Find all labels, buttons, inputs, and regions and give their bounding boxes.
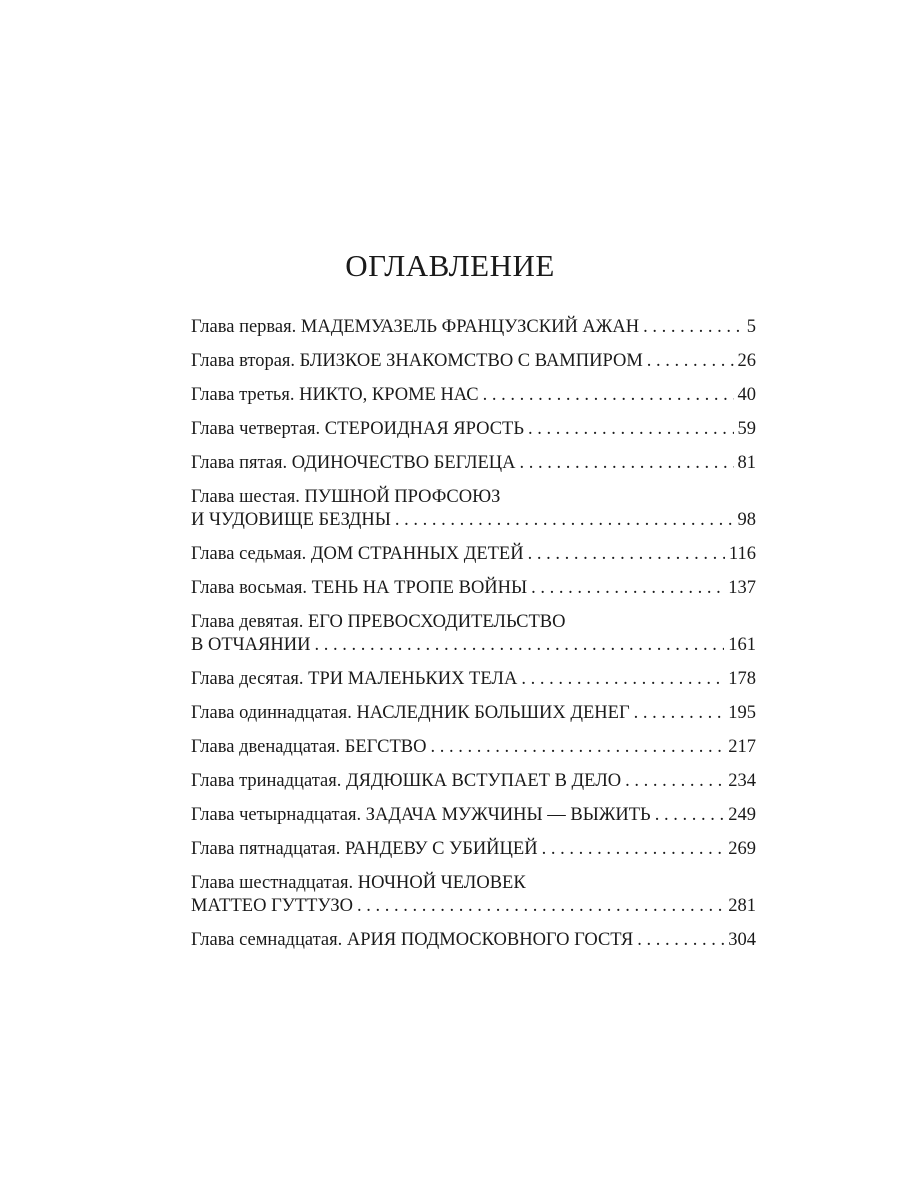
toc-entry-line (191, 872, 756, 895)
toc-entry[interactable] (191, 418, 756, 441)
toc-entry-line (191, 611, 756, 634)
page-number: 178 (728, 669, 756, 689)
table-of-contents (191, 316, 756, 963)
toc-entry[interactable] (191, 452, 756, 475)
toc-entry[interactable] (191, 702, 756, 725)
toc-entry-line (191, 770, 756, 793)
dot-leader (520, 452, 734, 475)
page-number: 161 (728, 635, 756, 655)
chapter-title: Глава четвертая. СТЕРОИДНАЯ ЯРОСТЬ (191, 419, 524, 439)
toc-entry-line (191, 929, 756, 952)
toc-entry-line (191, 838, 756, 861)
dot-leader (357, 895, 724, 918)
toc-entry-line (191, 350, 756, 373)
chapter-title: Глава семнадцатая. АРИЯ ПОДМОСКОВНОГО ГОСТЯ (191, 930, 634, 950)
dot-leader (395, 509, 734, 532)
toc-entry[interactable] (191, 543, 756, 566)
toc-entry-line (191, 509, 756, 532)
page-number: 137 (728, 578, 756, 598)
dot-leader (637, 929, 724, 952)
page-number: 59 (737, 419, 756, 439)
dot-leader (314, 634, 724, 657)
toc-entry-line (191, 418, 756, 441)
dot-leader (647, 350, 734, 373)
dot-leader (655, 804, 725, 827)
dot-leader (643, 316, 743, 339)
toc-entry[interactable] (191, 577, 756, 600)
chapter-title: И ЧУДОВИЩЕ БЕЗДНЫ (191, 510, 391, 530)
chapter-title: Глава седьмая. ДОМ СТРАННЫХ ДЕТЕЙ (191, 544, 524, 564)
page-number: 98 (737, 510, 756, 530)
toc-entry-line (191, 577, 756, 600)
page-number: 116 (728, 544, 756, 564)
toc-entry[interactable] (191, 350, 756, 373)
toc-entry[interactable] (191, 316, 756, 339)
dot-leader (528, 418, 734, 441)
chapter-title: Глава шестнадцатая. НОЧНОЙ ЧЕЛОВЕК (191, 873, 526, 893)
page-number: 81 (737, 453, 756, 473)
toc-entry-line (191, 804, 756, 827)
chapter-title: Глава четырнадцатая. ЗАДАЧА МУЖЧИНЫ — ВЫЖИТЬ (191, 805, 651, 825)
toc-entry-line (191, 543, 756, 566)
chapter-title: Глава двенадцатая. БЕГСТВО (191, 737, 427, 757)
chapter-title: МАТТЕО ГУТТУЗО (191, 896, 353, 916)
chapter-title: Глава одиннадцатая. НАСЛЕДНИК БОЛЬШИХ ДЕНЕГ (191, 703, 630, 723)
toc-entry[interactable] (191, 770, 756, 793)
page-number: 26 (737, 351, 756, 371)
toc-entry-line (191, 452, 756, 475)
chapter-title: Глава пятая. ОДИНОЧЕСТВО БЕГЛЕЦА (191, 453, 516, 473)
chapter-title: Глава шестая. ПУШНОЙ ПРОФСОЮЗ (191, 487, 501, 507)
toc-entry[interactable] (191, 872, 756, 918)
toc-entry[interactable] (191, 838, 756, 861)
page-number: 217 (728, 737, 756, 757)
chapter-title: Глава пятнадцатая. РАНДЕВУ С УБИЙЦЕЙ (191, 839, 538, 859)
page-number: 281 (728, 896, 756, 916)
toc-entry[interactable] (191, 611, 756, 657)
toc-entry-line (191, 486, 756, 509)
dot-leader (625, 770, 724, 793)
toc-entry-line (191, 668, 756, 691)
toc-entry-line (191, 316, 756, 339)
page-number: 40 (737, 385, 756, 405)
toc-entry[interactable] (191, 668, 756, 691)
chapter-title: Глава вторая. БЛИЗКОЕ ЗНАКОМСТВО С ВАМПИРОМ (191, 351, 643, 371)
dot-leader (634, 702, 725, 725)
chapter-title: В ОТЧАЯНИИ (191, 635, 311, 655)
dot-leader (521, 668, 724, 691)
page-number: 304 (728, 930, 756, 950)
toc-entry-line (191, 895, 756, 918)
toc-entry[interactable] (191, 804, 756, 827)
toc-entry[interactable] (191, 736, 756, 759)
chapter-title: Глава восьмая. ТЕНЬ НА ТРОПЕ ВОЙНЫ (191, 578, 528, 598)
chapter-title: Глава третья. НИКТО, КРОМЕ НАС (191, 385, 479, 405)
toc-entry[interactable] (191, 384, 756, 407)
toc-entry-line (191, 736, 756, 759)
toc-entry-line (191, 384, 756, 407)
chapter-title: Глава тринадцатая. ДЯДЮШКА ВСТУПАЕТ В ДЕЛО (191, 771, 622, 791)
page-number: 5 (746, 317, 756, 337)
toc-entry-line (191, 702, 756, 725)
dot-leader (542, 838, 725, 861)
dot-leader (528, 543, 725, 566)
dot-leader (531, 577, 724, 600)
toc-entry[interactable] (191, 486, 756, 532)
page-number: 269 (728, 839, 756, 859)
page-number: 195 (728, 703, 756, 723)
toc-entry[interactable] (191, 929, 756, 952)
dot-leader (483, 384, 734, 407)
page-number: 249 (728, 805, 756, 825)
dot-leader (430, 736, 724, 759)
toc-heading: ОГЛАВЛЕНИЕ (345, 248, 555, 283)
chapter-title: Глава первая. МАДЕМУАЗЕЛЬ ФРАНЦУЗСКИЙ АЖАН (191, 317, 640, 337)
toc-entry-line (191, 634, 756, 657)
page-number: 234 (728, 771, 756, 791)
chapter-title: Глава девятая. ЕГО ПРЕВОСХОДИТЕЛЬСТВО (191, 612, 566, 632)
chapter-title: Глава десятая. ТРИ МАЛЕНЬКИХ ТЕЛА (191, 669, 518, 689)
